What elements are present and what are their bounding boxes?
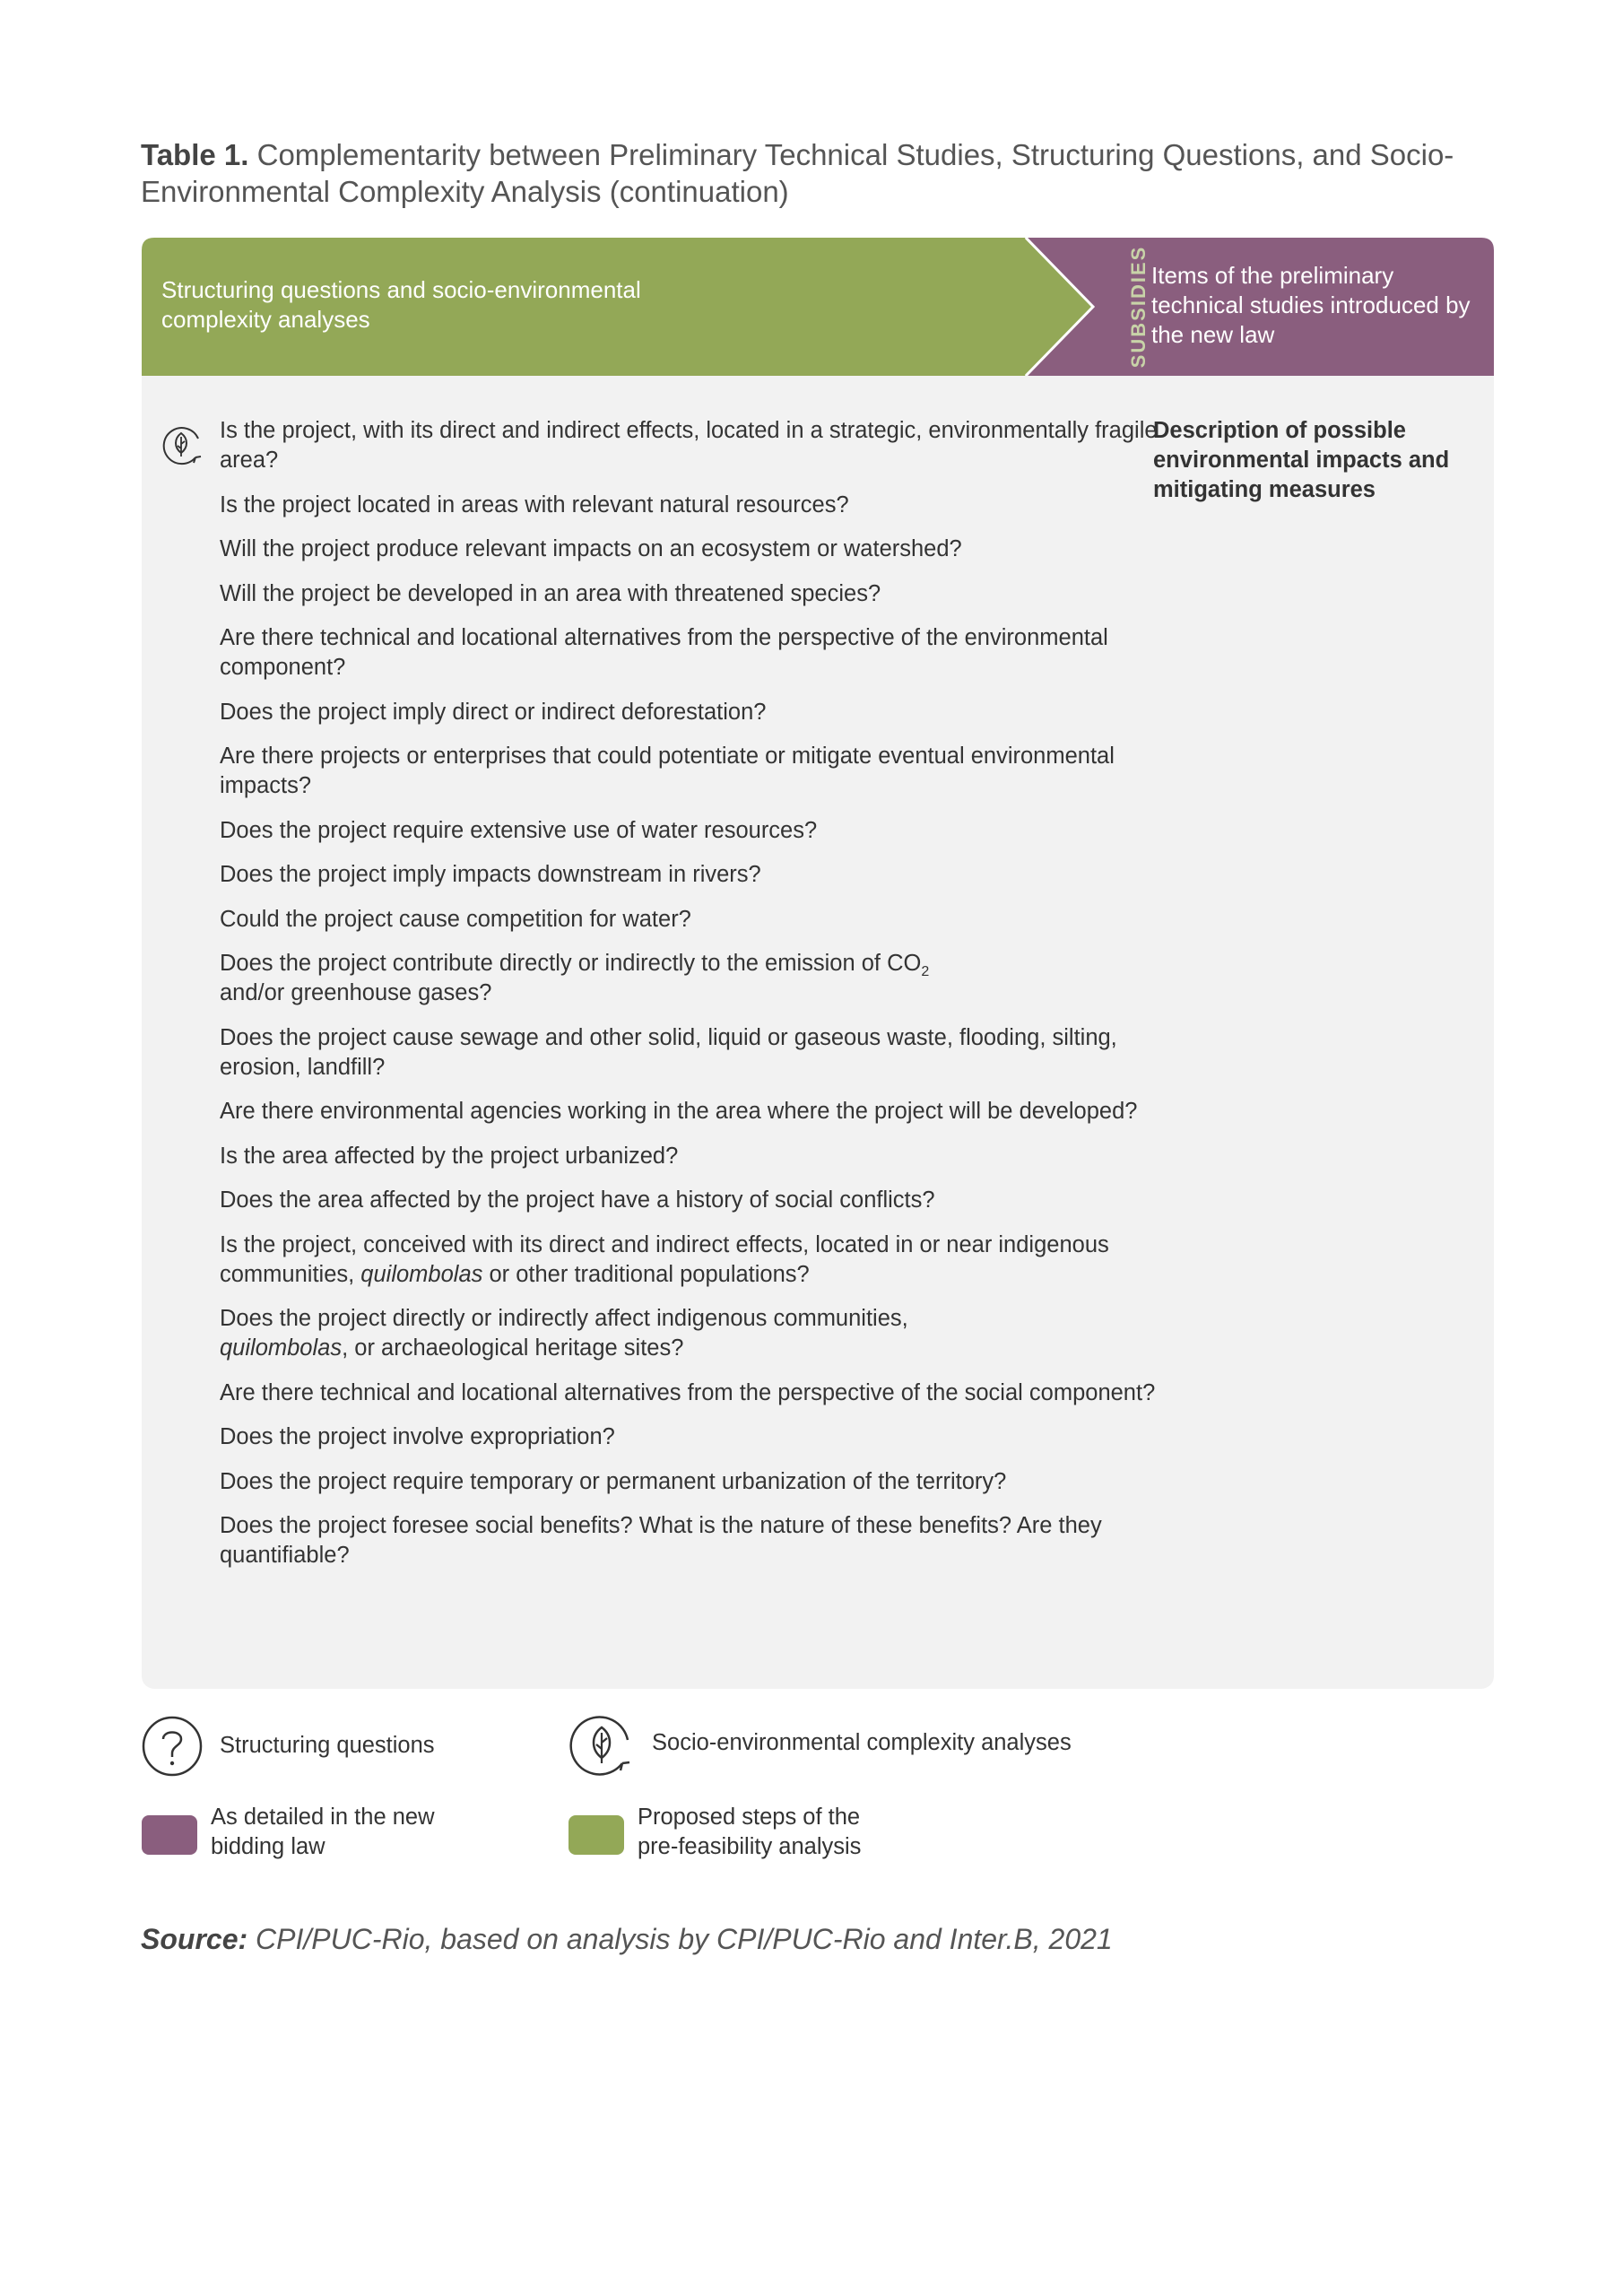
list-item: Is the area affected by the project urbanized?: [220, 1143, 679, 1169]
leaf-cycle-icon: [160, 422, 204, 469]
question-co2-tail: and/or greenhouse gases?: [220, 980, 492, 1005]
leaf-cycle-icon: [568, 1713, 635, 1779]
list-item: [220, 1231, 1170, 1290]
quilombolas-italic: quilombolas: [360, 1261, 483, 1287]
list-item: [220, 1304, 1170, 1363]
structuring-questions-list: [220, 416, 1170, 1586]
list-item: Does the project require temporary or permanent urbanization of the territory?: [220, 1468, 1007, 1494]
table-title: [141, 136, 1522, 210]
question-indigenous-tail: or other traditional populations?: [482, 1261, 810, 1287]
source-label: Source:: [141, 1923, 248, 1955]
list-item: Does the project require extensive use of water resources?: [220, 817, 818, 843]
question-affect-tail: , or archaeological heritage sites?: [342, 1335, 684, 1361]
list-item: Is the project located in areas with relevant natural resources?: [220, 491, 849, 517]
question-co2-text: Does the project contribute directly or indirectly to the emission of CO: [220, 951, 922, 976]
list-item: Could the project cause competition for water?: [220, 906, 691, 932]
legend-green-label: Proposed steps of the pre-feasibility analysis: [638, 1805, 862, 1859]
list-item: Are there projects or enterprises that could potentiate or mitigate eventual environmental impacts?: [220, 744, 1115, 798]
list-item: Are there environmental agencies working in the area where the project will be developed?: [220, 1099, 1138, 1124]
list-item: Does the project imply direct or indirect deforestation?: [220, 699, 767, 725]
co2-subscript: 2: [921, 964, 930, 979]
table-body: [142, 376, 1494, 1689]
list-item: Are there technical and locational alternatives from the perspective of the social component?: [220, 1379, 1156, 1405]
list-item: Does the project imply impacts downstream in rivers?: [220, 862, 761, 887]
legend-structuring-label: Structuring questions: [220, 1733, 435, 1758]
list-item: [220, 949, 1170, 1008]
source-note: [141, 1921, 1522, 1957]
table-header: [142, 238, 1494, 376]
legend-socio-env-label: Socio-environmental complexity analyses: [652, 1730, 1072, 1755]
question-affect-text: Does the project directly or indirectly affect indigenous communities,: [220, 1306, 908, 1331]
list-item: Does the project foresee social benefits? What is the nature of these benefits? Are they quantifiable?: [220, 1513, 1102, 1568]
list-item: Does the area affected by the project have a history of social conflicts?: [220, 1187, 935, 1213]
list-item: Does the project involve expropriation?: [220, 1424, 615, 1449]
legend-purple-swatch: [142, 1815, 197, 1855]
question-mark-icon: [141, 1715, 204, 1778]
legend-green-swatch: [568, 1815, 624, 1855]
list-item: Will the project produce relevant impacts on an ecosystem or watershed?: [220, 536, 962, 561]
table-title-label: Table 1.: [141, 138, 249, 171]
table-title-text: Complementarity between Preliminary Technical Studies, Structuring Questions, and Socio-Environmental Complexity Analysis (continuation): [141, 138, 1454, 208]
list-item: Is the project, with its direct and indirect effects, located in a strategic, environmentally fragile area?: [220, 418, 1158, 473]
header-left-label: Structuring questions and socio-environmental complexity analyses: [161, 276, 641, 333]
list-item: Will the project be developed in an area with threatened species?: [220, 580, 881, 606]
question-indigenous-text: Is the project, conceived with its direct and indirect effects, located in or near indigenous communities,: [220, 1231, 1109, 1287]
list-item: Does the project cause sewage and other solid, liquid or gaseous waste, flooding, silting, erosion, landfill?: [220, 1024, 1117, 1080]
list-item: Are there technical and locational alternatives from the perspective of the environmental component?: [220, 625, 1108, 680]
description-item: Description of possible environmental impacts and mitigating measures: [1153, 418, 1450, 502]
quilombolas-italic: quilombolas: [220, 1335, 343, 1361]
header-right-label: Items of the preliminary technical studies introduced by the new law: [1151, 262, 1471, 348]
source-text: CPI/PUC-Rio, based on analysis by CPI/PUC-Rio and Inter.B, 2021: [247, 1923, 1113, 1955]
legend-purple-label: As detailed in the new bidding law: [211, 1805, 435, 1859]
subsidies-label: SUBSIDIES: [1127, 245, 1150, 369]
